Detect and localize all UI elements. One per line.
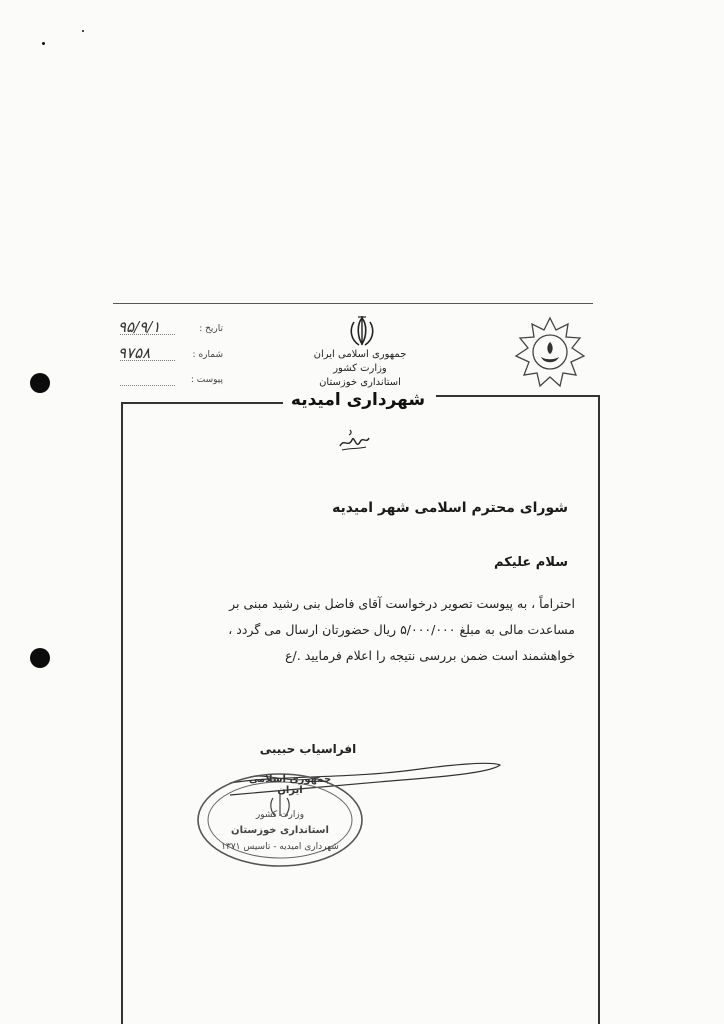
stamp-outer-text: جمهوری اسلامی ایران [248,774,332,796]
number-value: ۹۷۵۸ [118,344,151,362]
stamp-line-1: وزارت کشور [255,810,305,820]
number-dots [120,360,175,361]
signatory-name: افراسیاب حبیبی [259,742,357,756]
iran-emblem-icon [345,314,379,348]
handwritten-initial-mark [336,424,372,454]
gov-line-3: استانداری خوزستان [319,377,401,388]
date-label: تاریخ : [199,324,223,334]
attachment-dots [120,385,175,386]
stamp-line-2: استانداری خوزستان [231,825,329,836]
number-label: شماره : [192,350,223,360]
gov-line-1: جمهوری اسلامی ایران [313,349,407,360]
attachment-label: پیوست : [190,375,223,385]
date-dots [120,334,175,335]
official-stamp [195,770,365,870]
header-rule [113,303,593,304]
body-line-1: احتراماً ، به پیوست تصویر درخواست آقای فاضل بنی رشید مبنی بر [229,596,575,611]
scan-speck [42,42,45,45]
date-value: ۹۵/۹/۱ [118,318,161,336]
scan-speck [82,30,84,32]
municipality-title: شهرداری امیدیه [290,390,426,410]
punch-hole-top [30,373,50,393]
municipality-logo-icon [510,312,590,392]
greeting: سلام علیکم [494,555,568,570]
body-line-3: خواهشمند است ضمن بررسی نتیجه را اعلام فرمایید ./ع [285,648,575,663]
punch-hole-bottom [30,648,50,668]
frame-right [598,395,600,1024]
gov-line-2: وزارت کشور [333,363,387,374]
recipient-line: شورای محترم اسلامی شهر امیدیه [332,500,568,516]
body-line-2: مساعدت مالی به مبلغ ۵/۰۰۰/۰۰۰ ریال حضورتان ارسال می گردد ، [228,622,575,637]
stamp-line-3: شهرداری امیدیه - تاسیس ۱۳۷۱ [221,842,339,852]
frame-left [121,402,123,1024]
frame-top-left [121,402,283,404]
frame-top-right [436,395,599,397]
